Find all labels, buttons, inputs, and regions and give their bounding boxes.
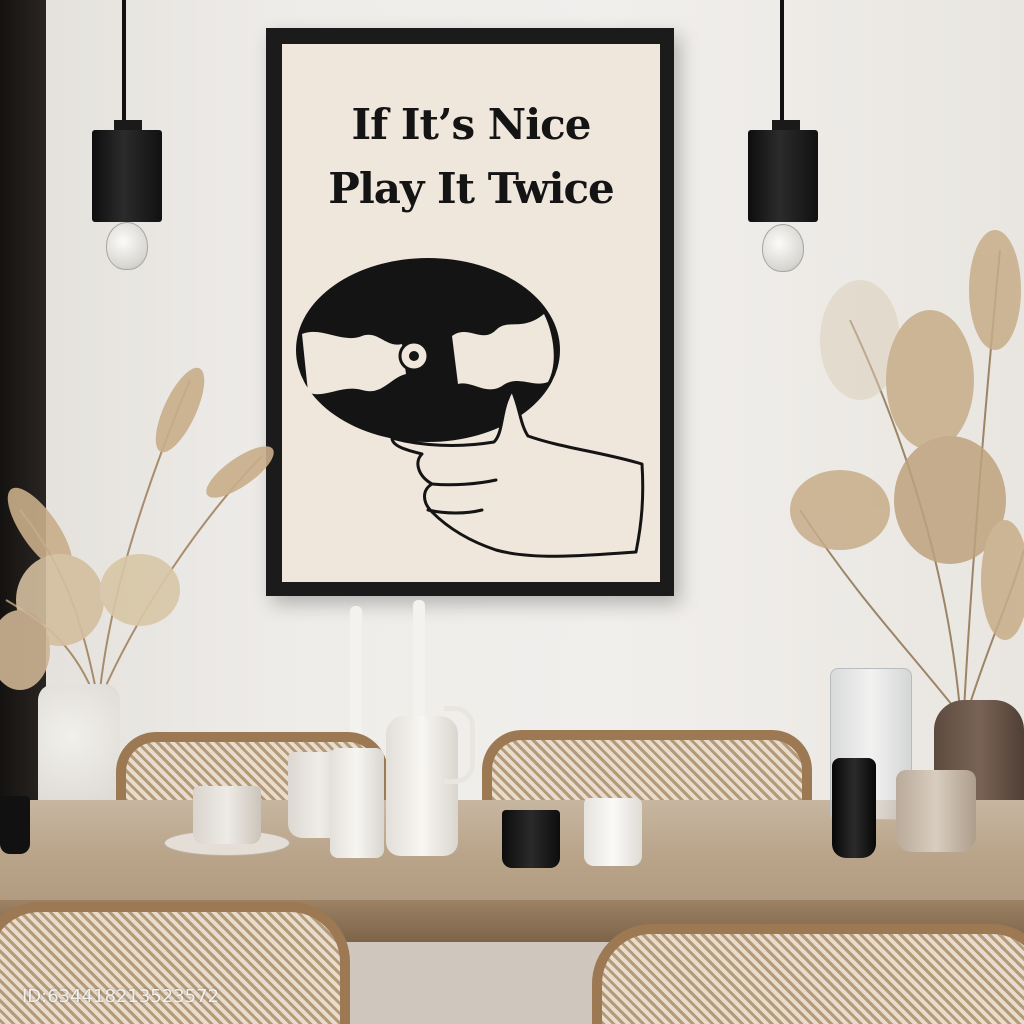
poster-title-line2: Play It Twice bbox=[328, 164, 614, 213]
black-cup bbox=[502, 810, 560, 868]
ceramic-cup bbox=[193, 786, 261, 844]
speckled-vase bbox=[38, 684, 120, 814]
candle-right bbox=[413, 600, 425, 722]
beige-jug bbox=[896, 770, 976, 852]
dried-flowers-right bbox=[780, 220, 1024, 720]
poster-title-line1: If It’s Nice bbox=[351, 100, 591, 149]
pendant-lamp-left bbox=[92, 0, 164, 280]
candle-holder-left bbox=[330, 748, 384, 858]
black-tumbler bbox=[832, 758, 876, 858]
vinyl-record-hand-illustration bbox=[282, 44, 660, 582]
poster bbox=[282, 44, 660, 582]
black-pot bbox=[0, 796, 30, 854]
jug-handle bbox=[444, 706, 475, 784]
chair-front-right bbox=[592, 924, 1024, 1024]
dried-flowers-left bbox=[0, 360, 280, 700]
watermark-id: ID:634418213523572 bbox=[22, 986, 220, 1007]
white-mug bbox=[584, 798, 642, 866]
